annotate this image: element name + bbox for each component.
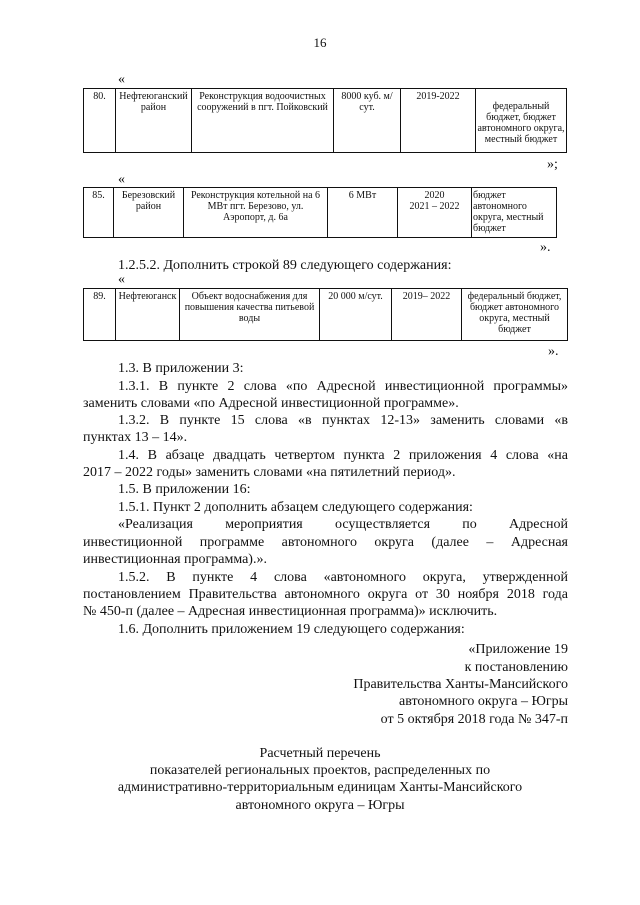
title-line-3: административно-территориальным единицам Ханты-Мансийского [117, 780, 523, 795]
cell-district: Нефтеюганский район [116, 89, 192, 153]
close-quote-80: »; [547, 157, 558, 172]
cell-capacity: 20 000 м/сут. [320, 289, 392, 341]
paragraph-14-line1: 1.4. В абзаце двадцать четвертом пункта 2 приложения 4 слова «на [118, 448, 568, 463]
cell-funding: федеральный бюджет, бюджет автономного округа, местный бюджет [462, 289, 568, 341]
cell-district: Березовский район [114, 188, 184, 238]
table-row-89 [83, 288, 568, 341]
cell-num: 80. [84, 89, 116, 153]
paragraph-151-quote-line3: инвестиционная программа).». [83, 552, 267, 567]
cell-years: 2019– 2022 [392, 289, 462, 341]
paragraph-151-quote-line1: «Реализация мероприятия осуществляется по Адресной [118, 517, 568, 532]
cell-capacity: 6 МВт [328, 188, 398, 238]
title-line-2: показателей региональных проектов, распределенных по [149, 763, 491, 778]
cell-years: 2019-2022 [401, 89, 476, 153]
paragraph-151-quote-line2: инвестиционной программе автономного округа (далее – Адресная [83, 535, 568, 550]
table-row-85 [83, 187, 557, 238]
title-line-4: автономного округа – Югры [235, 798, 405, 813]
years-line-1: 2020 [424, 190, 445, 201]
paragraph-131-line2: заменить словами «по Адресной инвестиционной программе». [83, 396, 459, 411]
paragraph-131-line1: 1.3.1. В пункте 2 слова «по Адресной инвестиционной программы» [118, 379, 568, 394]
paragraph-152-line1: 1.5.2. В пункте 4 слова «автономного округа, утвержденной [118, 570, 568, 585]
table-row-80 [83, 88, 567, 153]
paragraph-15: 1.5. В приложении 16: [118, 482, 251, 497]
appendix-line-4: автономного округа – Югры [399, 694, 568, 709]
open-quote-89: « [118, 272, 125, 287]
appendix-line-3: Правительства Ханты-Мансийского [353, 677, 568, 692]
cell-years [398, 188, 472, 238]
years-line-2: 2021 – 2022 [409, 201, 460, 212]
open-quote-80: « [118, 72, 125, 87]
paragraph-132-line2: пунктах 13 – 14». [83, 430, 188, 445]
paragraph-132-line1: 1.3.2. В пункте 15 слова «в пунктах 12-13» заменить словами «в [118, 413, 568, 428]
open-quote-85: « [118, 172, 125, 187]
title-line-1: Расчетный перечень [259, 746, 381, 761]
cell-project: Реконструкция водоочистных сооружений в пгт. Пойковский [192, 89, 334, 153]
cell-capacity: 8000 куб. м/сут. [334, 89, 401, 153]
cell-num: 85. [84, 188, 114, 238]
paragraph-152-line2: постановлением Правительства автономного округа от 30 ноября 2018 года [83, 587, 568, 602]
paragraph-13: 1.3. В приложении 3: [118, 361, 244, 376]
cell-funding: бюджет автономного округа, местный бюджет [472, 188, 557, 238]
close-quote-85: ». [540, 240, 551, 255]
cell-project: Объект водоснабжения для повышения качества питьевой воды [180, 289, 320, 341]
paragraph-1252: 1.2.5.2. Дополнить строкой 89 следующего содержания: [118, 258, 452, 273]
paragraph-16: 1.6. Дополнить приложением 19 следующего содержания: [118, 622, 465, 637]
paragraph-152-line3: № 450-п (далее – Адресная инвестиционная программа)» исключить. [83, 604, 498, 619]
paragraph-14-line2: 2017 – 2022 годы» заменить словами «на пятилетний период». [83, 465, 456, 480]
appendix-line-2: к постановлению [464, 660, 568, 675]
cell-district: Нефтеюганск [116, 289, 180, 341]
cell-num: 89. [84, 289, 116, 341]
close-quote-89: ». [548, 344, 559, 359]
page-number: 16 [313, 35, 327, 50]
paragraph-151: 1.5.1. Пункт 2 дополнить абзацем следующего содержания: [118, 500, 473, 515]
cell-funding: федеральный бюджет, бюджет автономного округа, местный бюджет [476, 89, 567, 153]
cell-project: Реконструкция котельной на 6 МВт пгт. Березово, ул. Аэропорт, д. 6а [184, 188, 328, 238]
appendix-line-1: «Приложение 19 [468, 642, 568, 657]
appendix-line-5: от 5 октября 2018 года № 347-п [380, 712, 568, 727]
